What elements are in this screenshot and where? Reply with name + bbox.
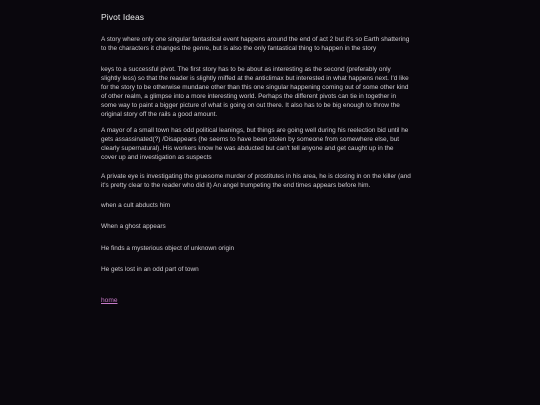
paragraph-line: original story off the rails a good amount. <box>101 110 218 118</box>
paragraph-line: some way to paint a bigger picture of what is going on out there. It also has to be big enough to throw the <box>101 101 400 109</box>
paragraph-line: A private eye is investigating the gruesome murder of prostitutes in his area, he is closing in on the killer (and <box>101 173 411 180</box>
paragraph-line: to the characters it changes the genre, but is also the only fantastical thing to happen in the story <box>101 44 377 52</box>
paragraph-line: of other realm, a glimpse into a more interesting world. Perhaps the different pivots can tie in together in <box>101 92 397 100</box>
paragraph <box>101 66 409 119</box>
paragraph-line: it's pretty clear to the reader who did it) An angel trumpeting the end times appears before him. <box>101 181 371 189</box>
paragraph-line: for the story to be otherwise mundane other than this one singular happening coming out of some other kind <box>101 83 409 91</box>
paragraph <box>101 266 199 275</box>
paragraph-line: He finds a mysterious object of unknown origin <box>101 245 235 252</box>
home-link[interactable]: home <box>101 297 118 304</box>
paragraph <box>101 202 170 211</box>
paragraph-line: When a ghost appears <box>101 223 166 230</box>
paragraph <box>101 36 409 54</box>
paragraph-line: clearly supernatural). His workers know he was abducted but can't tell anyone and get caught up in the <box>101 144 394 152</box>
paragraph-line: when a cult abducts him <box>101 202 171 209</box>
paragraph <box>101 173 411 191</box>
page-title: Pivot Ideas <box>101 12 145 22</box>
paragraph-line: He gets lost in an odd part of town <box>101 266 199 273</box>
paragraph <box>101 127 408 163</box>
paragraph <box>101 223 166 232</box>
paragraph-line: gets assassinated(?) /Disappears (he seems to have been stolen by someone from somewhere else, but <box>101 135 400 143</box>
paragraph-line: slightly less) so that the reader is slightly miffed at the anticlimax but interested in what happens next. I'd like <box>101 74 409 82</box>
content-column <box>101 12 446 273</box>
paragraph <box>101 245 234 254</box>
paragraph-line: A mayor of a small town has odd political leanings, but things are going well during his reelection bid until he <box>101 127 409 134</box>
paragraph-line: A story where only one singular fantastical event happens around the end of act 2 but it's so Earth shattering <box>101 36 410 43</box>
paragraph-line: cover up and investigation as suspects <box>101 153 212 161</box>
paragraph-line: keys to a successful pivot. The first story has to be about as interesting as the second (preferably only <box>101 66 391 73</box>
